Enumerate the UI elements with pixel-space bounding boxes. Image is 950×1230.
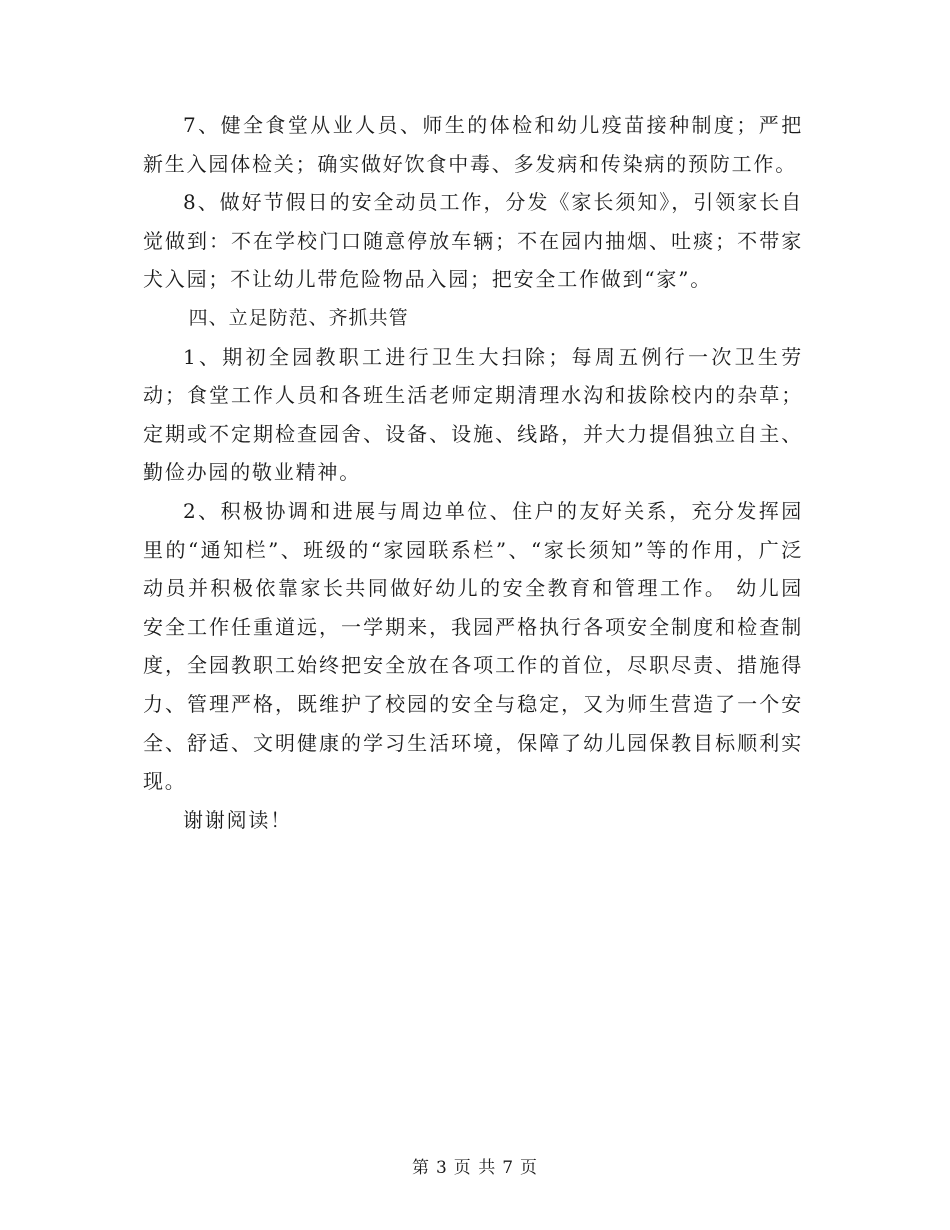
paragraph-8: 8、做好节假日的安全动员工作，分发《家长须知》，引领家长自觉做到：不在学校门口随意停放车辆；不在园内抽烟、吐痰；不带家犬入园；不让幼儿带危险物品入园；把安全工作做到“家”。 bbox=[143, 190, 803, 292]
closing-line: 谢谢阅读！ bbox=[183, 807, 292, 832]
footer-prefix: 第 bbox=[411, 1158, 430, 1178]
section-heading: 四、立足防范、齐抓共管 bbox=[188, 306, 409, 329]
document-body bbox=[143, 106, 803, 839]
footer-suffix: 页 bbox=[520, 1158, 539, 1178]
footer-total-pages: 7 bbox=[502, 1158, 515, 1178]
paragraph-2: 2、积极协调和进展与周边单位、住户的友好关系，充分发挥园里的“通知栏”、班级的“家园联系栏”、“家长须知”等的作用，广泛动员并积极依靠家长共同做好幼儿的安全教育和管理工作。 幼儿园安全工作任重道远，一学期来，我园严格执行各项安全制度和检查制度，全园教职工始终把安全放在各项工作的首位，尽职尽责、措施得力、管理严格，既维护了校园的安全与稳定，又为师生营造了一个安全、舒适、文明健康的学习生活环境，保障了幼儿园保教目标顺利实现。 bbox=[143, 498, 803, 794]
page-footer bbox=[0, 1153, 950, 1178]
paragraph-7: 7、健全食堂从业人员、师生的体检和幼儿疫苗接种制度；严把新生入园体检关；确实做好饮食中毒、多发病和传染病的预防工作。 bbox=[143, 113, 803, 176]
footer-current-page: 3 bbox=[435, 1158, 448, 1178]
footer-middle: 页 共 bbox=[453, 1158, 497, 1178]
paragraph-1: 1、期初全园教职工进行卫生大扫除；每周五例行一次卫生劳动；食堂工作人员和各班生活老师定期清理水沟和拔除校内的杂草；定期或不定期检查园舍、设备、设施、线路，并大力提倡独立自主、勤俭办园的敬业精神。 bbox=[143, 344, 803, 485]
